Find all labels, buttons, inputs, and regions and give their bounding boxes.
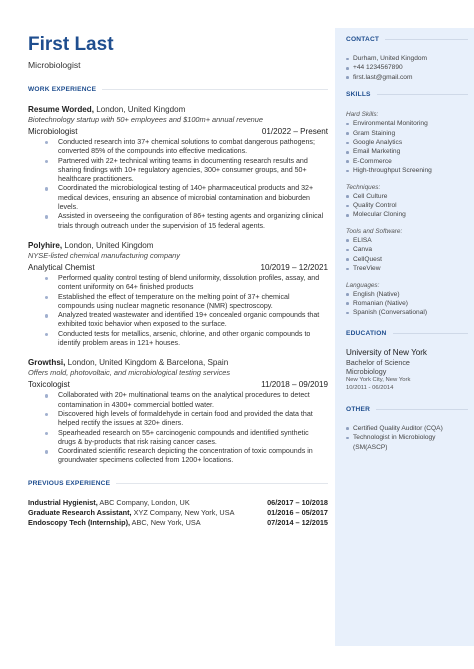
job-entry — [28, 105, 328, 231]
job-employer — [28, 105, 328, 115]
other-heading: OTHER — [346, 406, 468, 413]
skills-heading: SKILLS — [346, 91, 468, 98]
main-column — [28, 34, 328, 528]
previous-experience-list — [28, 498, 328, 528]
previous-role — [28, 498, 190, 508]
job-bullet: Performed quality control testing of blend uniformity, dissolution profiles, assay, and content uniformity on 64+ finished products — [28, 274, 328, 293]
skill-group-label: Hard Skills: — [346, 111, 379, 119]
previous-role-detail: XYZ Company, New York, USA — [131, 507, 235, 517]
job-employer — [28, 358, 328, 368]
job-role: Toxicologist — [28, 380, 70, 390]
job-company: Polyhire, — [28, 240, 63, 250]
skill-item: Google Analytics — [346, 138, 468, 147]
education-school: University of New York — [346, 347, 427, 357]
job-location: London, United Kingdom — [62, 240, 154, 250]
education-location: New York City, New York — [346, 376, 411, 383]
skills-groups — [346, 110, 468, 318]
job-role-row — [28, 379, 328, 390]
job-entry — [28, 241, 328, 348]
other-list — [346, 424, 468, 452]
skill-item: Spanish (Conversational) — [346, 308, 468, 317]
job-bullet: Coordinated scientific research depicting the concentration of toxic compounds in groundwater specimens collected from 1200+ locations. — [28, 447, 328, 466]
job-role-row — [28, 262, 328, 273]
job-bullet: Partnered with 22+ technical writing teams in documenting research results and sharing findings with 10+ regulatory agencies, 300+ consumer groups, and 50+ healthcare practitioners. — [28, 157, 328, 185]
other-item: Technologist in Microbiology (SM(ASCP) — [346, 433, 468, 452]
job-bullet: Conducted research into 37+ chemical solutions to combat dangerous pathogens; converted 85% of the compounds into effective medications. — [28, 138, 328, 157]
previous-experience-row — [28, 498, 328, 508]
job-company: Resume Worded, — [28, 105, 94, 114]
previous-experience-row — [28, 518, 328, 528]
job-role-row — [28, 126, 328, 137]
contact-item: +44 1234567890 — [346, 63, 468, 72]
previous-role-dates: 01/2016 – 05/2017 — [267, 507, 328, 517]
job-bullets — [28, 274, 328, 348]
skill-item: ELISA — [346, 236, 468, 245]
previous-role — [28, 518, 201, 528]
previous-experience-heading: PREVIOUS EXPERIENCE — [28, 480, 328, 487]
skill-item: English (Native) — [346, 290, 468, 299]
jobs-list — [28, 105, 328, 466]
skill-item: High-throughput Screening — [346, 166, 468, 175]
job-bullet: Collaborated with 20+ multinational teams on the analytical procedures to detect contamination in 4300+ commercial bottled water. — [28, 391, 328, 410]
skill-item: Molecular Cloning — [346, 210, 468, 219]
job-bullet: Conducted tests for metallics, arsenic, chlorine, and other organic compounds to identify problem areas in 121+ houses. — [28, 330, 328, 349]
job-company: Growthsi, — [28, 358, 66, 368]
previous-role-dates: 06/2017 – 10/2018 — [267, 497, 328, 507]
skill-group-label: Techniques: — [346, 183, 381, 191]
skill-item: Canva — [346, 245, 468, 254]
skill-item: Cell Culture — [346, 192, 468, 201]
skill-item: E-Commerce — [346, 157, 468, 166]
contact-list — [346, 54, 468, 82]
previous-role-title: Graduate Research Assistant, — [28, 507, 132, 517]
skill-item: TreeView — [346, 264, 468, 273]
other-item: Certified Quality Auditor (CQA) — [346, 424, 468, 433]
skill-group-list — [346, 236, 468, 274]
contact-item: first.last@gmail.com — [346, 73, 468, 82]
previous-role-title: Endoscopy Tech (Internship), — [28, 517, 131, 527]
job-tagline: Offers mold, photovoltaic, and microbiological testing services — [28, 368, 231, 378]
job-location: London, United Kingdom & Barcelona, Spain — [65, 358, 229, 368]
job-tagline: Biotechnology startup with 50+ employees and $100m+ annual revenue — [28, 115, 264, 124]
contact-heading: CONTACT — [346, 36, 468, 43]
job-bullets — [28, 391, 328, 465]
contact-item: Durham, United Kingdom — [346, 54, 468, 63]
skill-item: CellQuest — [346, 255, 468, 264]
job-bullet: Assisted in overseeing the configuration of 86+ testing agents and organizing clinical trials through outreach under the supervision of 15 federal agents. — [28, 212, 328, 231]
job-role: Microbiologist — [28, 127, 78, 136]
skill-group-label: Languages: — [346, 281, 380, 289]
skill-group-list — [346, 119, 468, 175]
education-heading: EDUCATION — [346, 330, 468, 337]
skill-item: Environmental Monitoring — [346, 119, 468, 128]
previous-role-dates: 07/2014 – 12/2015 — [267, 517, 328, 527]
job-dates: 10/2019 – 12/2021 — [260, 262, 328, 272]
education-field: Microbiology — [346, 366, 387, 376]
job-dates: 11/2018 – 09/2019 — [261, 380, 328, 390]
job-bullet: Analyzed treated wastewater and identified 19+ concealed organic compounds that exhibited toxic behavior when exposed to the surface. — [28, 311, 328, 330]
education-degree: Bachelor of Science — [346, 357, 410, 367]
job-employer — [28, 241, 328, 251]
previous-role — [28, 508, 234, 518]
job-bullet: Discovered high levels of formaldehyde in certain food and provided the data that helped rectify the issues at 320+ diners. — [28, 410, 328, 429]
job-bullet: Established the effect of temperature on the melting point of 37+ chemical compounds using nuclear magnetic resonance (NMR) spectroscopy. — [28, 293, 328, 312]
skill-group-list — [346, 290, 468, 318]
job-role: Analytical Chemist — [28, 262, 95, 272]
previous-role-detail: ABC, New York, USA — [130, 517, 201, 527]
job-entry — [28, 358, 328, 465]
candidate-title: Microbiologist — [28, 60, 81, 70]
skill-group-list — [346, 192, 468, 220]
job-bullet: Coordinated the microbiological testing of 140+ pharmaceutical products and 32+ medical devices, ensuring an absence of microbial contamination and bioburden levels. — [28, 184, 328, 212]
skill-item: Quality Control — [346, 201, 468, 210]
previous-role-detail: ABC Company, London, UK — [97, 497, 190, 507]
skill-item: Email Marketing — [346, 147, 468, 156]
job-bullets — [28, 138, 328, 231]
job-location: London, United Kingdom — [93, 105, 186, 114]
education-dates: 10/2011 - 06/2014 — [346, 384, 394, 391]
skill-group-label: Tools and Software: — [346, 227, 403, 235]
skill-item: Gram Staining — [346, 129, 468, 138]
job-tagline: NYSE-listed chemical manufacturing company — [28, 250, 180, 260]
previous-role-title: Industrial Hygienist, — [28, 497, 98, 507]
skill-item: Romanian (Native) — [346, 299, 468, 308]
candidate-name: First Last — [28, 34, 114, 55]
job-dates: 01/2022 – Present — [261, 127, 328, 136]
work-experience-heading: WORK EXPERIENCE — [28, 86, 328, 93]
job-bullet: Spearheaded research on 55+ carcinogenic compounds and identified synthetic drugs & by-products that risk raising cancer cases. — [28, 429, 328, 448]
sidebar — [335, 28, 474, 646]
previous-experience-row — [28, 508, 328, 518]
